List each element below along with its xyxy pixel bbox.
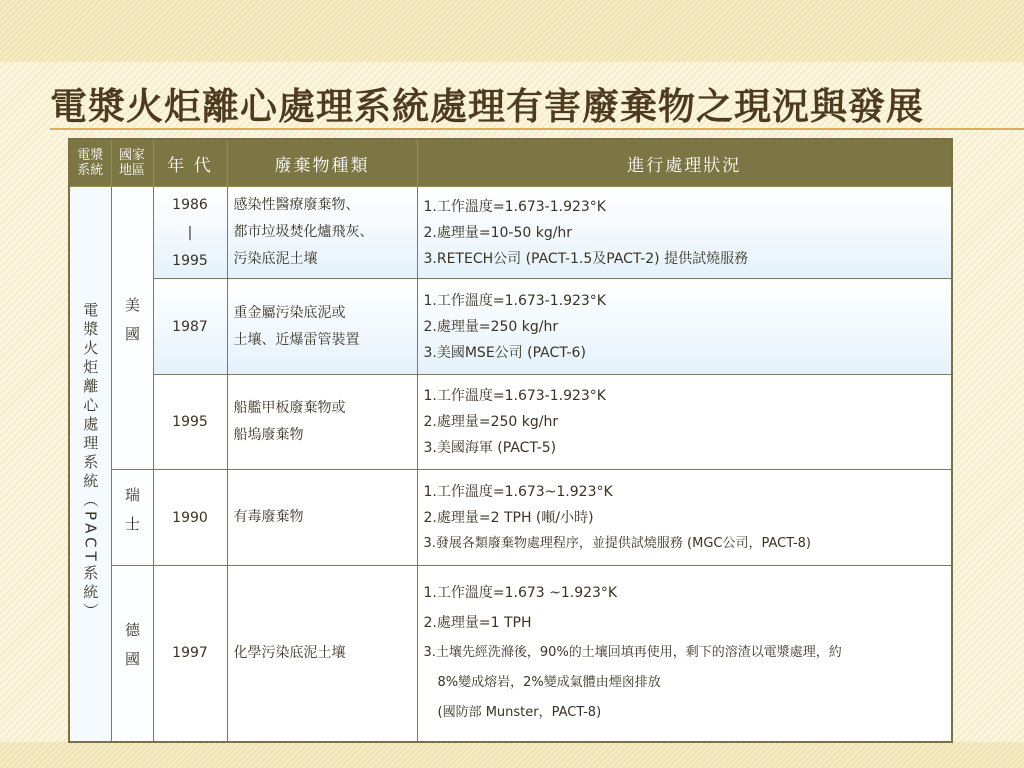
status-text: 3.土壤先經洗滌後，90%的土壤回填再使用，剩下的溶渣以電漿處理，約 xyxy=(423,645,842,661)
status-text: 8%變成熔岩，2%變成氣體由煙囪排放 xyxy=(437,675,661,691)
year-cell xyxy=(153,279,227,375)
status-text: 1.工作溫度=1.673-1.923°K xyxy=(423,292,606,309)
status-text: 2.處理量=2 TPH (噸/小時) xyxy=(423,509,594,526)
year-text: 1995 xyxy=(172,252,208,269)
status-text: (國防部 Munster，PACT-8) xyxy=(437,705,602,721)
status-cell xyxy=(417,566,952,742)
header-year: 年 代 xyxy=(153,139,227,187)
header-country: 國家地區 xyxy=(111,139,153,187)
waste-text: 都市垃圾焚化爐飛灰、 xyxy=(233,224,374,240)
status-text: 3.RETECH公司 (PACT-1.5及PACT-2) 提供試燒服務 xyxy=(423,250,749,267)
table-row xyxy=(69,375,952,470)
waste-text: 感染性醫療廢棄物、 xyxy=(233,197,360,213)
table-row xyxy=(69,470,952,566)
year-cell xyxy=(153,566,227,742)
status-text: 1.工作溫度=1.673-1.923°K xyxy=(423,388,606,404)
header-waste: 廢棄物種類 xyxy=(227,139,417,187)
header-system: 電漿系統 xyxy=(69,139,111,187)
waste-cell xyxy=(227,470,417,566)
waste-cell xyxy=(227,279,417,375)
country-cell-usa xyxy=(111,187,153,470)
waste-text: 化學污染底泥土壤 xyxy=(233,644,346,661)
year-cell xyxy=(153,470,227,566)
status-text: 1.工作溫度=1.673~1.923°K xyxy=(423,483,613,500)
status-text: 2.處理量=10-50 kg/hr xyxy=(423,224,573,241)
status-text: 3.美國海軍 (PACT-5) xyxy=(423,440,557,456)
year-text: 1987 xyxy=(172,318,208,335)
status-text: 1.工作溫度=1.673 ~1.923°K xyxy=(423,585,618,602)
status-cell xyxy=(417,470,952,566)
waste-text: 有毒廢棄物 xyxy=(233,509,304,525)
status-cell xyxy=(417,279,952,375)
country-cell-swiss xyxy=(111,470,153,566)
year-text: 1997 xyxy=(172,645,208,662)
title-underline xyxy=(50,128,1024,130)
waste-text: 船艦甲板廢棄物或 xyxy=(233,400,346,416)
year-text: 1990 xyxy=(172,509,208,526)
year-text: 1995 xyxy=(172,414,208,430)
status-text: 3.美國MSE公司 (PACT-6) xyxy=(423,344,586,361)
year-cell xyxy=(153,375,227,470)
waste-cell xyxy=(227,187,417,279)
year-text: 1986 xyxy=(172,196,208,213)
status-text: 1.工作溫度=1.673-1.923°K xyxy=(423,198,606,215)
system-name: 電漿火炬離心處理系統（PACT系統） xyxy=(81,301,100,622)
country-germany: 德國 xyxy=(123,622,141,681)
status-text: 3.發展各類廢棄物處理程序，並提供試燒服務 (MGC公司，PACT-8) xyxy=(423,535,812,551)
waste-cell xyxy=(227,375,417,470)
pact-status-table xyxy=(68,138,953,743)
country-cell-germany xyxy=(111,566,153,742)
status-text: 2.處理量=250 kg/hr xyxy=(423,414,559,430)
status-cell xyxy=(417,375,952,470)
waste-text: 土壤、近爆雷管裝置 xyxy=(233,331,360,348)
system-cell xyxy=(69,187,111,742)
waste-cell xyxy=(227,566,417,742)
waste-text: 船塢廢棄物 xyxy=(233,427,304,443)
waste-text: 重金屬污染底泥或 xyxy=(233,304,346,321)
table-row xyxy=(69,566,952,742)
waste-text: 污染底泥土壤 xyxy=(233,251,318,267)
slide-title: 電漿火炬離心處理系統處理有害廢棄物之現況與發展 xyxy=(50,85,924,128)
table-row xyxy=(69,279,952,375)
table-row xyxy=(69,187,952,279)
bottom-hatch-band xyxy=(0,742,1024,768)
top-hatch-band xyxy=(0,0,1024,62)
status-cell xyxy=(417,187,952,279)
country-swiss: 瑞士 xyxy=(123,486,141,545)
header-status: 進行處理狀況 xyxy=(417,139,952,187)
status-text: 2.處理量=250 kg/hr xyxy=(423,318,559,335)
year-text: | xyxy=(187,224,193,241)
status-text: 2.處理量=1 TPH xyxy=(423,615,532,632)
country-usa: 美國 xyxy=(123,297,141,355)
table-header-row xyxy=(69,139,952,187)
year-cell xyxy=(153,187,227,279)
